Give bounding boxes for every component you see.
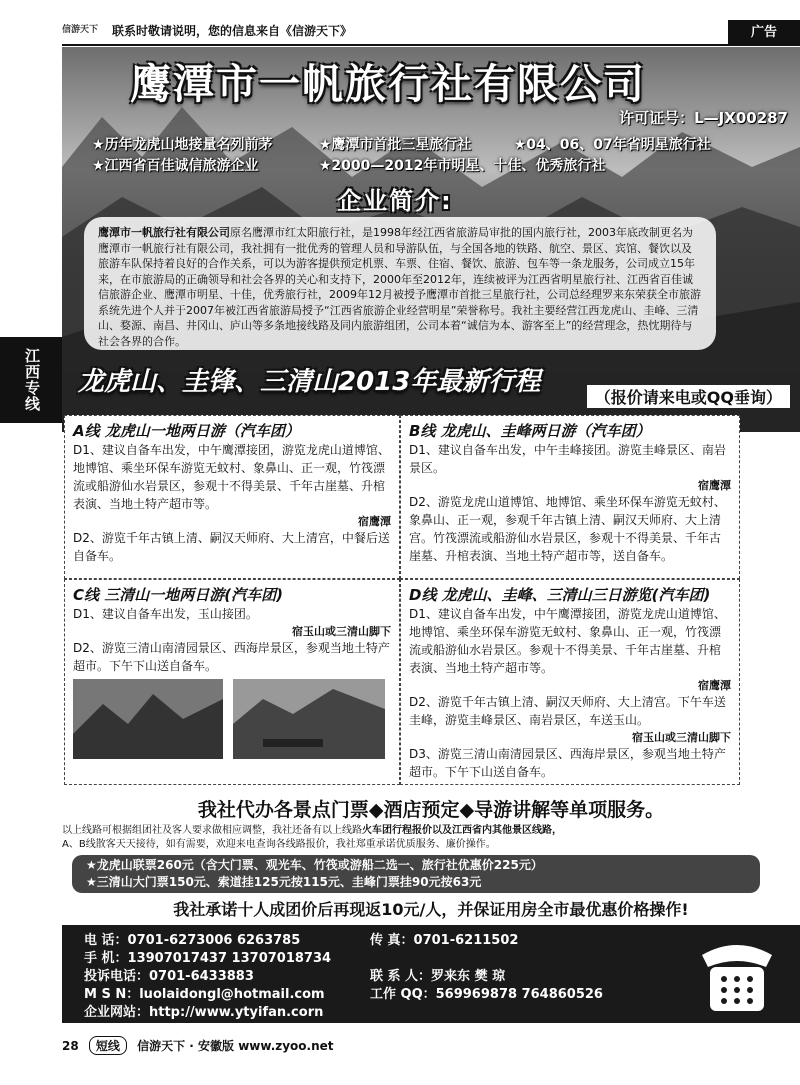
phone: 电 话：0701-6273006 6263785 [84,933,301,948]
award-item: ★2000—2012年市明星、十佳、优秀旅行社 [318,158,606,174]
telephone-icon [692,933,782,1017]
route-b-panel [400,415,740,579]
award-item: ★江西省百佳诚信旅游企业 [92,158,259,174]
route-a-day1: D1、建议自备车出发，中午鹰潭接团，游览龙虎山道博馆、地博馆、乘坐环保车游览无蚊村、象鼻山、正一观，竹筏漂流或船游仙水岩景区，参观十不得美景、千年古崖墓、升棺表演、当地土特产超市等。 [73,443,390,511]
route-d-day3: D3、游览三清山南清园景区、西海岸景区，参观当地土特产超市。下午下山送自备车。 [409,747,726,779]
route-d-stay2: 宿玉山或三清山脚下 [632,731,731,744]
price-note: （报价请来电或QQ垂询） [587,385,790,408]
route-d-day1: D1、建议自备车出发，中午鹰潭接团，游览龙虎山道博馆、地博馆、乘坐环保车游览无蚊村、象鼻山、正一观，竹筏漂流或船游仙水岩景区。参观十不得美景、千年古崖墓、升棺表演、当地土特产超市等。 [409,607,726,675]
route-d-stay1: 宿鹰潭 [698,679,731,692]
intro-text-box [84,217,716,350]
company-name: 鹰潭市一帆旅行社有限公司 [130,60,646,108]
fax: 传 真：0701-6211502 [370,933,519,948]
publication-name: 信游天下 · 安徽版 [137,1039,235,1053]
route-b-stay: 宿鹰潭 [698,479,731,492]
services-note-1: 以上线路可根据组团社及客人要求做相应调整，我社还备有以上线路 [62,825,362,836]
section-side-tab: 江西专线 [0,337,64,423]
top-divider [62,44,800,46]
ad-label: 广告 [728,20,800,46]
awards-list [92,135,711,177]
services-title: 我社代办各景点门票◆酒店预定◆导游讲解等单项服务。 [197,799,665,821]
ticket-price-sanqingshan: ★三清山大门票150元、索道挂125元按115元、圭峰门票挂90元按63元 [86,875,482,889]
msn: M S N：luolaidongl@hotmail.com [84,987,325,1002]
route-d-panel [400,579,740,785]
route-a-stay: 宿鹰潭 [358,515,391,528]
route-a-panel [64,415,400,579]
intro-body: 原名鹰潭市红太阳旅行社，是1998年经江西省旅游局审批的国内旅行社，2003年底改制更名为鹰潭市一帆旅行社有限公司，我社拥有一批优秀的管理人员和导游队伍，与全国各地的铁路、航空、景区、宾馆、餐饮以及旅游车队保持着良好的合作关系，可以为游客提供预定机票、车票、住宿、餐饮、旅游、包车等一条龙服务，公司成立15年来，在市旅游局的正确领导和社会各界的关心和支持下，2000年至2012年，连续被评为江西省明星旅行社、江西省百佳诚信旅游企业、鹰潭市明星、十佳，优秀旅行社，2009年12月被授予鹰潭市首批三星旅行社，公司总经理罗来东荣获全市旅游系统先进个人并于2007年被江西省旅游局授予“江西省旅游企业经营明星”荣誉称号。我社主要经营江西龙虎山、圭峰、三清山、婺源、南昌、井冈山、庐山等多条地接线路及同内旅游组团，公司本着“诚信为本、游客至上”的经营理念，热忱期待与社会各界的合作。 [98,226,701,348]
section-badge: 短线 [89,1036,127,1055]
route-c-photos [73,679,393,759]
ticket-prices-box [72,855,760,893]
route-c-panel [64,579,400,785]
contact-persons: 联 系 人：罗来东 樊 琼 [370,969,506,984]
services-note-2: A、B线散客天天接待，如有需要，欢迎来电查询各线路报价，我社郑重承诺优质服务、廉价操作。 [62,839,496,850]
mobile: 手 机：13907017437 13707018734 [84,951,332,966]
route-a-day2: D2、游览千年古镇上清、嗣汉天师府、大上清宫，中餐后送自备车。 [73,531,390,563]
publication-url: www.zyoo.net [238,1039,334,1053]
award-item: ★鹰潭市首批三星旅行社 [318,137,472,153]
route-b-day1: D1、建议自备车出发，中午圭峰接团。游览圭峰景区、南岩景区。 [409,443,726,475]
route-c-title: C线 三清山一地两日游(汽车团) [73,586,283,604]
award-item: ★历年龙虎山地接量名列前茅 [92,137,273,153]
services-section [62,795,800,920]
route-c-day2: D2、游览三清山南清园景区、西海岸景区，参观当地土特产超市。下午下山送自备车。 [73,641,390,673]
work-qq: 工作 QQ：569969878 764860526 [370,987,603,1002]
route-d-title: D线 龙虎山、圭峰、三清山三日游览(汽车团) [409,586,711,604]
website: 企业网站：http://www.ytyifan.corn [84,1005,324,1020]
license-number: 许可证号：L—JX00287 [619,109,788,127]
complaint-phone: 投诉电话：0701-6433883 [84,969,254,984]
route-c-day1: D1、建议自备车出发，玉山接团。 [73,607,258,621]
top-bar [62,0,800,46]
page-number: 28 [62,1039,79,1053]
ticket-price-longhushan: ★龙虎山联票260元（含大门票、观光车、竹筏或游船二选一、旅行社优惠价225元） [86,858,543,872]
award-item: ★04、06、07年省明星旅行社 [513,137,711,153]
intro-title: 企业简介: [337,187,453,215]
routes-title: 龙虎山、圭锋、三清山2013年最新行程 [78,367,541,397]
route-b-day2: D2、游览龙虎山道博馆、地博馆、乘坐环保车游览无蚊村、象鼻山、正一观，参观千年古镇上清、嗣汉天师府、大上清宫。竹筏漂流或船游仙水岩景区，参观十不得美景、千年古崖墓、升棺表演、当地土特产超市等，送自备车。 [409,495,726,563]
publisher-logo: 信游天下 [62,25,99,35]
services-note-1-bold: 火车团行程报价以及江西省内其他景区线路， [362,825,562,836]
promise-text: 我社承诺十人成团价后再现返10元/人，并保证用房全市最优惠价格操作! [173,900,689,919]
route-d-day2: D2、游览千年古镇上清、嗣汉天师府、大上清宫。下午车送圭峰，游览圭峰景区、南岩景区，车送玉山。 [409,695,726,727]
route-c-stay: 宿玉山或三清山脚下 [292,625,391,638]
company-hero-banner [62,47,800,432]
contact-panel [62,925,800,1023]
services-note [62,824,800,852]
contact-notice: 联系时敬请说明，您的信息来自《信游天下》 [112,24,353,38]
page-footer [62,1036,800,1055]
route-a-title: A线 龙虎山一地两日游（汽车团） [73,422,300,440]
intro-lead: 鹰潭市一帆旅行社有限公司 [98,226,230,239]
route-b-title: B线 龙虎山、圭峰两日游（汽车团） [409,422,651,440]
